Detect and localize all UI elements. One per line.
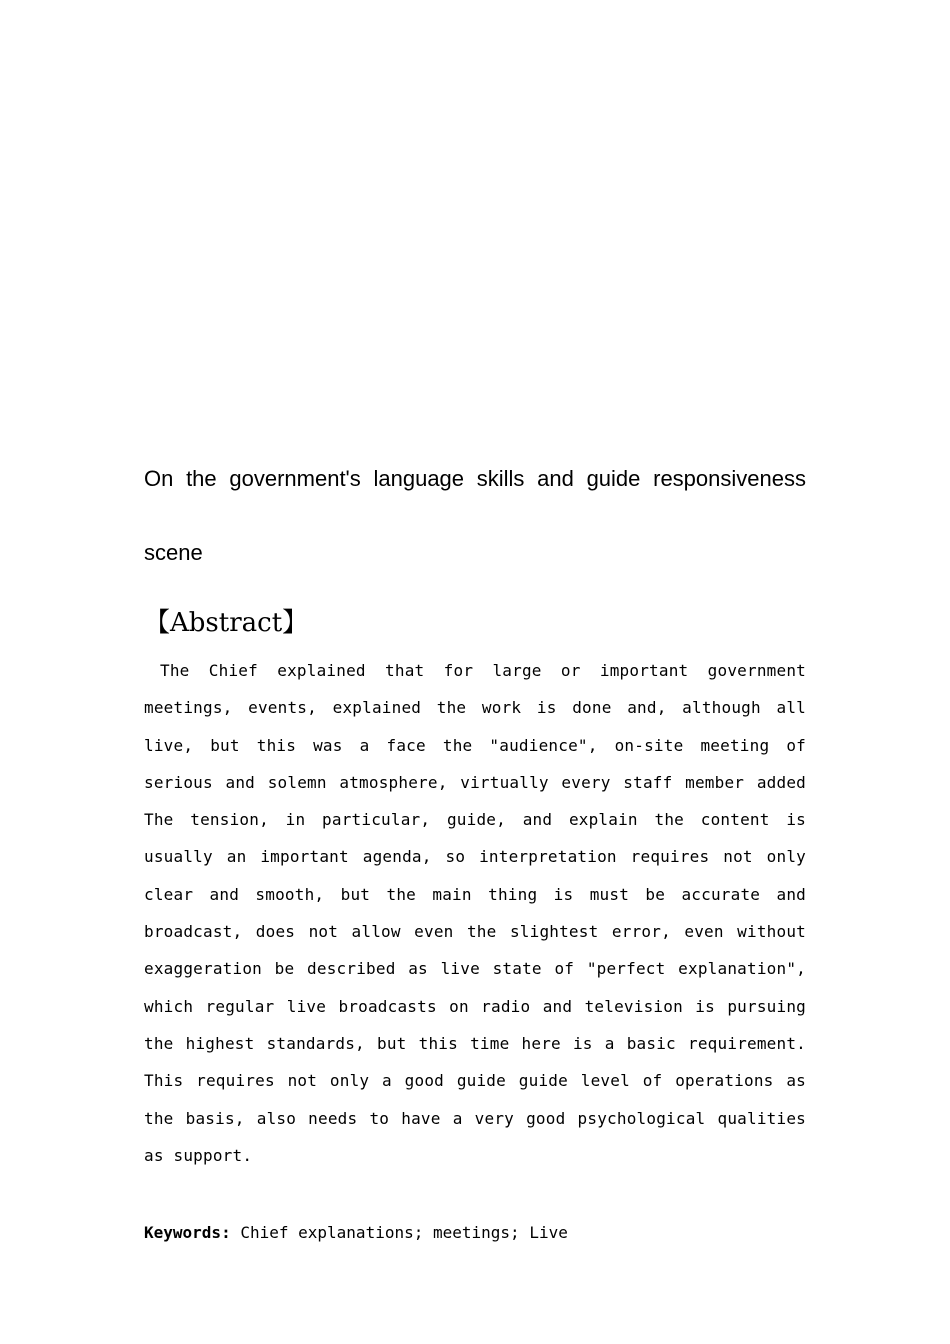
abstract-heading: 【Abstract】 [144, 608, 309, 638]
paper-title-line-2: scene [144, 540, 203, 565]
abstract-body: The Chief explained that for large or important government meetings, events, explained the work is done and, although all live, but this was a face the "audience", on-site meeting of serious and solemn atmosphere, virtually every staff member added The tension, in particular, guide, and explain the content is usually an important agenda, so interpretation requires not only clear and smooth, but the main thing is must be accurate and broadcast, does not allow even the slightest error, even without exaggeration be described as live state of "perfect explanation", which regular live broadcasts on radio and television is pursuing the highest standards, but this time here is a basic requirement. This requires not only a good guide guide level of operations as the basis, also needs to have a very good psychological qualities as support. [144, 661, 806, 1165]
keywords-value: Chief explanations; meetings; Live [230, 1223, 568, 1243]
document-content [144, 442, 806, 1248]
paper-title-line-1: On the government's language skills and guide responsiveness [144, 466, 806, 491]
paper-title [144, 442, 806, 590]
keywords-line [144, 1218, 806, 1248]
keywords-label: Keywords: [144, 1223, 231, 1243]
